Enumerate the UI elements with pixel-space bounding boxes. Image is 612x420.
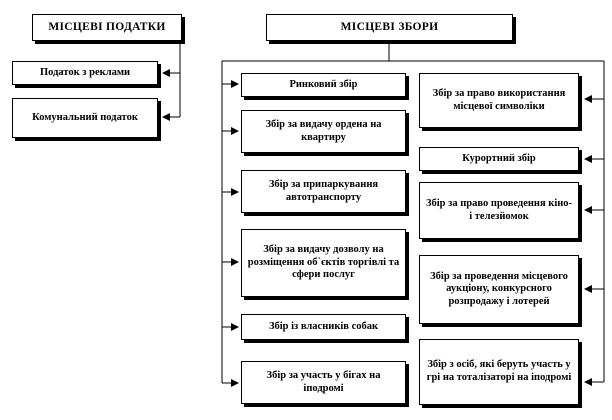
fee-horse-racing-box: Збір за участь у бігах на іподромі [241, 361, 406, 404]
fee-local-symbols-box: Збір за право використання місцевої символіки [419, 73, 579, 128]
fee-auction-lottery-box: Збір за проведення місцевого аукціону, конкурсного розпродажу і лотерей [419, 255, 579, 324]
tax-communal-box: Комунальний податок [12, 98, 158, 138]
fee-resort-box: Курортний збір [419, 147, 579, 171]
fee-parking-box: Збір за припаркування автотранспорту [241, 170, 406, 213]
fee-trade-permit-box: Збір за видачу дозволу на розміщення об`єктів торгівлі та сфери послуг [241, 229, 406, 297]
tax-advertising-box: Податок з реклами [12, 61, 158, 85]
fee-market-box: Ринковий збір [241, 73, 406, 97]
fee-dog-owners-box: Збір із власників собак [241, 314, 406, 340]
local-fees-header: МІСЦЕВІ ЗБОРИ [266, 14, 513, 41]
fee-housing-order-box: Збір за видачу ордена на квартиру [241, 110, 406, 153]
fee-totalizator-box: Збір з осіб, які беруть участь у грі на тоталізаторі на іподромі [419, 339, 579, 405]
local-taxes-header: МІСЦЕВІ ПОДАТКИ [32, 14, 182, 41]
fee-filming-box: Збір за право проведення кіно- і телезйомок [419, 182, 579, 239]
